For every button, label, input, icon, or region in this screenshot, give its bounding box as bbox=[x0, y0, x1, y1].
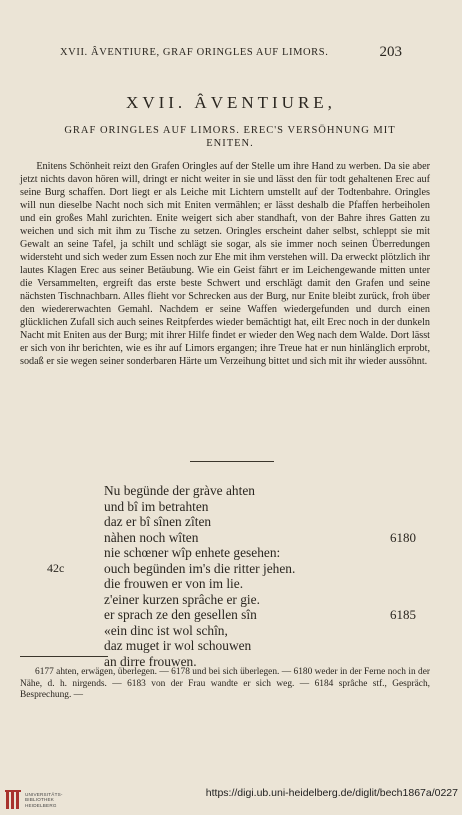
footnotes bbox=[20, 667, 430, 702]
verse-block bbox=[20, 483, 430, 669]
verse-line: daz er bî sînen zîten bbox=[104, 514, 212, 529]
section-divider bbox=[190, 461, 274, 462]
chapter-title: XVII. ÂVENTIURE, bbox=[126, 93, 336, 112]
footnote-text: 6177 ahten, erwägen, überlegen. — 6178 und bei sich überlegen. — 6180 weder in der Ferne noch in der Nähe, d. h. nirgends. — 6183 von der Frau wandte er sich weg. — 6184 sprâche stf., Gespräch, Besprechung. — bbox=[20, 667, 430, 700]
summary-paragraph: Enitens Schönheit reizt den Grafen Oringles auf der Stelle um ihre Hand zu werben. Da sie aber jetzt nichts davon hören will, dringt er nicht weiter in sie und lässt den für todt gehaltenen Erec auf seine Burg schaffen. Dort liegt er als Leiche mit Lichtern umstellt auf der Todtenbahre. Oringles will nun dieselbe Nacht noch sich mit Eniten vermählen; er lässt deshalb die Pfaffen herbeiholen und ein großes Mahl zurichten. Enite weigert sich aber standhaft, von der Bahre ihres Gatten zu weichen und sich mit ihm zu Tische zu setzen. Oringles erscheint daher selbst, schleppt sie mit Gewalt an seine Tafel, ja schilt und schlägt sie sogar, als sie immer noch seinen Überredungen widersteht und sich weder zum Essen noch zur Ehe mit ihm verstehen will. Da erweckt plötzlich ihr lautes Klagen Erec aus seiner Betäubung. Wie ein Geist fährt er im Leichengewande mitten unter die Versammelten, ergreift das erste beste Schwert und erschlägt damit den Grafen und seine nächsten Tischnachbarn. Alles flieht vor Schrecken aus der Burg, nur Enite bleibt zurück, froh über den wiedererwachten Gemahl. Nachdem er seine Waffen wiedergefunden und durch einen glücklichen Zufall sich auch seines Reitpferdes wieder bemächtigt hat, eilt Erec noch in der dunkeln Nacht mit Eniten aus der Burg; mit ihrer Hilfe findet er wieder den Weg nach dem Walde. Dort lässt er sich von ihr berichten, wie es ihr auf Limors ergangen; ihre Treue hat er nun hinlänglich erprobt, sodaß er sie wegen seiner sonderbaren Härte um Verzeihung bittet und sich mit ihr wieder aussöhnt. bbox=[20, 161, 430, 367]
university-library-logo-icon bbox=[4, 789, 22, 811]
page-footer bbox=[0, 783, 462, 815]
verse-line: und bî im betrahten bbox=[104, 498, 209, 514]
verse-line: nàhen noch wîten 6180 bbox=[104, 529, 416, 545]
library-logo[interactable] bbox=[4, 789, 63, 811]
verse-line: Nu begünde der gràve ahten bbox=[104, 483, 255, 498]
page-number: 203 bbox=[379, 44, 402, 60]
subtitle-line-2: ENITEN. bbox=[206, 138, 254, 149]
verse-line: die frouwen er von im lie. bbox=[104, 576, 244, 591]
manuscript-folio-marker: 42c bbox=[47, 560, 65, 575]
source-url-link[interactable]: https://digi.ub.uni-heidelberg.de/diglit/bech1867a/0227 bbox=[205, 787, 458, 799]
chapter-subtitle bbox=[30, 124, 430, 150]
footnote-rule bbox=[20, 656, 108, 657]
verse-line: daz muget ir wol schouwen bbox=[104, 638, 252, 653]
running-head-text: XVII. ÂVENTIURE, GRAF ORINGLES AUF LIMORS. bbox=[60, 47, 329, 58]
verse-line: an dirre frouwen. bbox=[104, 653, 197, 669]
verse-line: z'einer kurzen sprâche er gie. bbox=[104, 591, 260, 607]
verse-line: nie schœner wîp enhete gesehen: bbox=[104, 545, 281, 560]
subtitle-line-1: GRAF ORINGLES AUF LIMORS. EREC'S VERSÖHNUNG MIT bbox=[64, 125, 396, 136]
verse-line: 42c ouch begünden im's die ritter jehen. bbox=[47, 560, 296, 576]
running-head bbox=[60, 44, 402, 60]
summary-prose bbox=[20, 160, 430, 368]
library-logo-text: UNIVERSITÄTS- BIBLIOTHEK HEIDELBERG bbox=[25, 792, 63, 808]
verse-line: «ein dinc ist wol schîn, bbox=[104, 622, 228, 638]
verse-line: er sprach ze den gesellen sîn 6185 bbox=[104, 607, 416, 622]
